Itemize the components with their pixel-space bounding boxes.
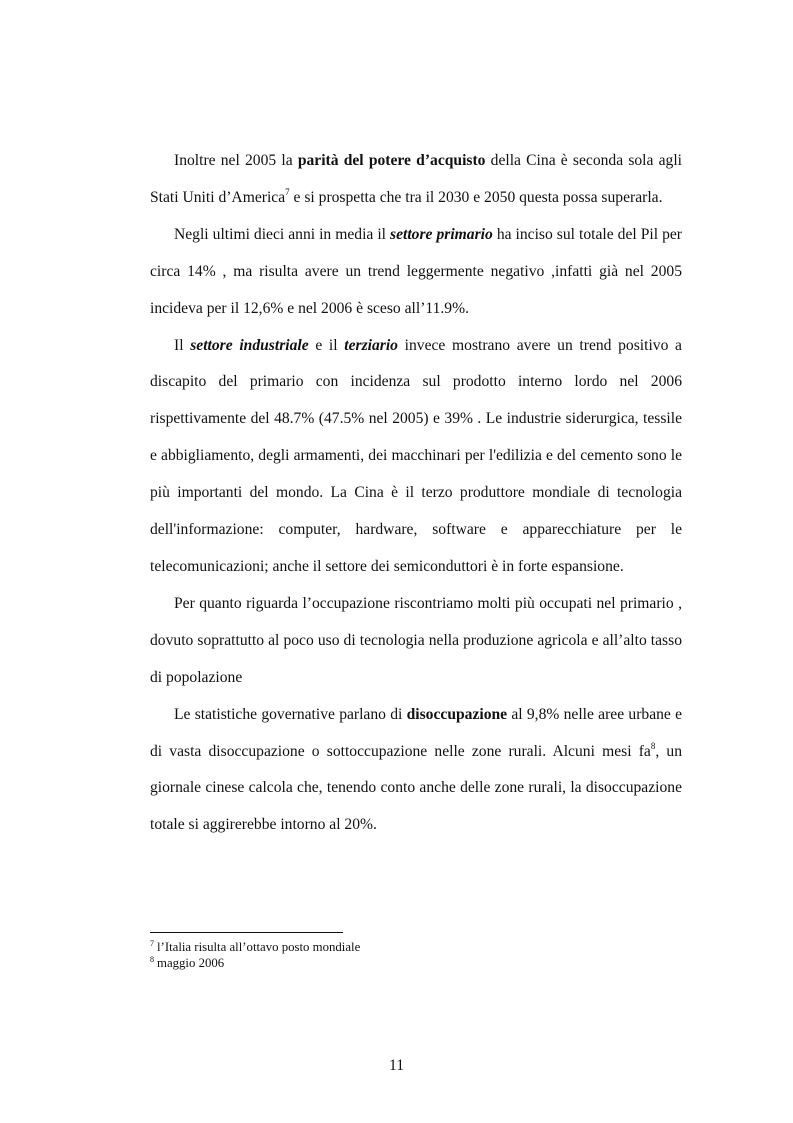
paragraph-primary-sector: Negli ultimi dieci anni in media il settore primario ha inciso sul totale del Pil per circa 14% , ma risulta avere un trend leggermente negativo ,infatti già nel 2005 incideva per il 12,6% e nel 2006 è sceso all’11.9%. (150, 225, 682, 317)
footnote-ref-8: 8 (650, 740, 656, 751)
term-industrial-sector: settore industriale (190, 336, 309, 354)
term-unemployment: disoccupazione (406, 705, 508, 723)
footnote-ref-7: 7 (285, 186, 290, 197)
term-primary-sector: settore primario (390, 225, 493, 243)
paragraph-unemployment: Le statistiche governative parlano di disoccupazione al 9,8% nelle aree urbane e di vasta disoccupazione o sottoccupazione nelle zone rurali. Alcuni mesi $fa^8$, un giornale cinese calcola che, tenendo conto anche delle zone rurali, la disoccupazione totale si aggirerebbe intorno al 20%. (150, 705, 683, 834)
footnote-separator (150, 932, 343, 933)
footnote-8: $^8$ maggio 2006 (150, 955, 225, 970)
term-ppp: parità del potere d’acquisto (297, 152, 486, 169)
term-tertiary: terziario (344, 336, 398, 354)
paragraph-industry-tertiary: Il settore industriale e il terziario invece mostrano avere un trend positivo a discapito del primario con incidenza sul prodotto interno lordo nel 2006 rispettivamente del 48.7% (47.5% nel 2005) e 39% . Le industrie siderurgica, tessile e abbigliamento, degli armamenti, dei macchinari per l'edilizia e del cemento sono le più importanti del mondo. La Cina è il terzo produttore mondiale di tecnologia dell'informazione: computer, hardware, software e apparecchiature per le telecomunicazioni; anche il settore dei semiconduttori è in forte espansione. (150, 336, 682, 575)
page-number: 11 (388, 1057, 404, 1074)
paragraph-ppp: Inoltre nel 2005 la parità del potere d’acquisto della Cina è seconda sola agli Stati Uniti d’America$^7$ e si prospetta che tra il 2030 e 2050 questa possa superarla. (150, 152, 683, 206)
paragraph-employment: Per quanto riguarda l’occupazione riscontriamo molti più occupati nel primario , dovuto soprattutto al poco uso di tecnologia nella produzione agricola e all’alto tasso di popolazione (150, 594, 682, 686)
footnotes (150, 939, 682, 971)
body-text (150, 143, 682, 844)
footnote-7: $^7$ l’Italia risulta all’ottavo posto mondiale (150, 939, 361, 954)
